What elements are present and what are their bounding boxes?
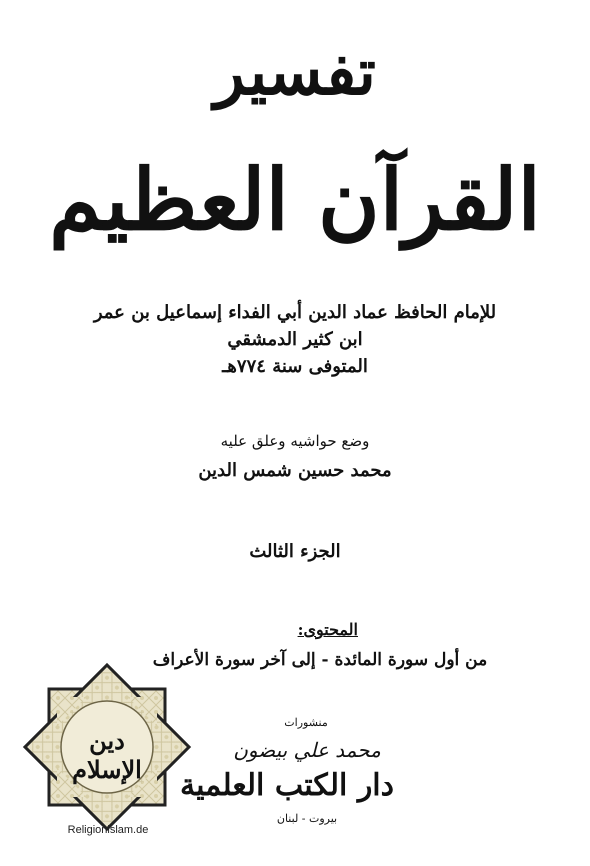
contents-label: المحتوى: <box>297 620 358 639</box>
publisher-label: منشورات <box>284 716 328 729</box>
editor-name: محمد حسين شمس الدين <box>198 460 392 481</box>
title-line-1: تفسير <box>214 35 376 110</box>
watermark-site: Religionislam.de <box>67 824 149 836</box>
publisher-house: دار الكتب العلمية <box>180 768 394 803</box>
volume-label: الجزء الثالث <box>249 541 341 562</box>
contents-description: من أول سورة المائدة - إلى آخر سورة الأعراف <box>152 650 488 670</box>
author-line-2: ابن كثير الدمشقي <box>227 329 363 350</box>
title-line-2: القرآن العظيم <box>49 150 541 249</box>
author-death-date: المتوفى سنة ٧٧٤هـ <box>222 356 368 377</box>
author-line-1: للإمام الحافظ عماد الدين أبي الفداء إسماعيل بن عمر <box>93 302 497 323</box>
publisher-person: محمد علي بيضون <box>233 738 381 762</box>
publisher-city: بيروت - لبنان <box>276 812 338 825</box>
editor-intro: وضع حواشيه وعلق عليه <box>220 432 370 450</box>
watermark-logo-text: دين الإسلام <box>72 726 142 784</box>
